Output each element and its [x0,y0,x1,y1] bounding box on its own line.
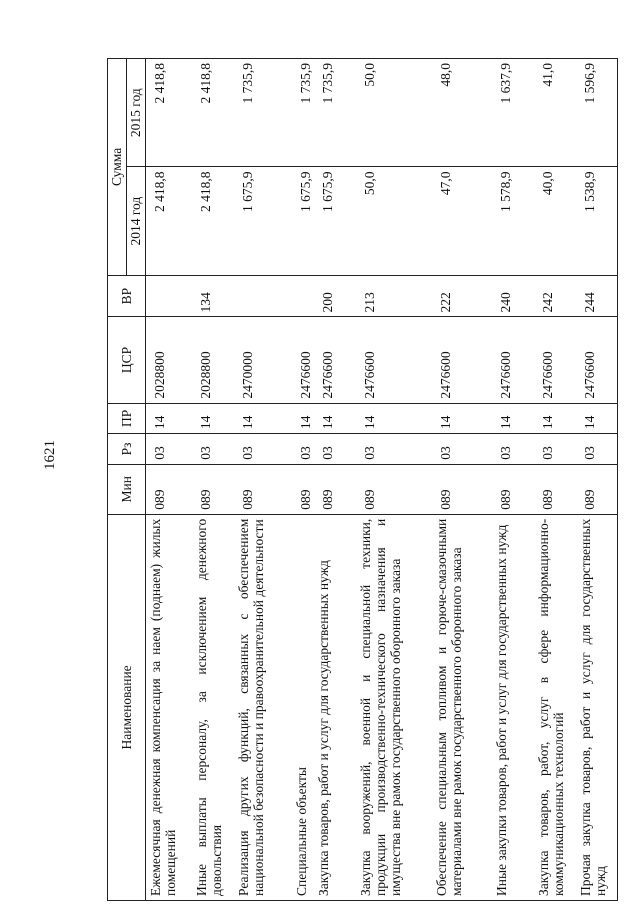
row-2014: 1 675,9 [314,167,356,275]
row-rz: 03 [314,434,356,465]
table-body [146,59,618,901]
row-vr: 200 [314,275,356,317]
row-min: 089 [192,464,234,514]
row-name: Закупка вооружений, военной и специальной техники, продукции производственно-технического назначения и имущества вне рамок государственного оборонного заказа [356,514,432,900]
row-vr [234,275,292,317]
table-header [108,59,146,901]
header-name: Наименование [108,514,146,900]
row-csr: 2028800 [146,317,192,403]
row-csr: 2476600 [534,317,576,403]
row-csr: 2028800 [192,317,234,403]
table-row [314,59,356,901]
row-2015: 1 735,9 [234,59,292,167]
row-rz: 03 [356,434,432,465]
row-vr: 242 [534,275,576,317]
row-pr: 14 [432,403,492,434]
row-pr: 14 [356,403,432,434]
row-name: Ежемесячная денежная компенсация за наем (поднаем) жилых помещений [146,514,192,900]
row-vr: 240 [492,275,534,317]
row-vr: 244 [576,275,618,317]
table-row [534,59,576,901]
table-row [146,59,192,901]
row-name: Прочая закупка товаров, работ и услуг для государственных нужд [576,514,618,900]
row-min: 089 [356,464,432,514]
row-2014: 1 538,9 [576,167,618,275]
row-name: Реализация других функций, связанных с обеспечением национальной безопасности и правоохранительной деятельности [234,514,292,900]
row-csr: 2476600 [432,317,492,403]
header-2014: 2014 год [127,167,146,275]
row-csr: 2476600 [492,317,534,403]
row-2014: 2 418,8 [146,167,192,275]
page-number-text: 1621 [42,440,58,470]
row-pr: 14 [534,403,576,434]
row-rz: 03 [292,434,314,465]
row-2014: 1 675,9 [234,167,292,275]
row-2015: 1 735,9 [292,59,314,167]
header-pr: ПР [108,403,146,434]
row-csr: 2476600 [292,317,314,403]
header-rz: Рз [108,434,146,465]
row-rz: 03 [534,434,576,465]
row-min: 089 [576,464,618,514]
row-rz: 03 [576,434,618,465]
row-vr [292,275,314,317]
row-rz: 03 [146,434,192,465]
header-2015: 2015 год [127,59,146,167]
row-vr: 222 [432,275,492,317]
row-pr: 14 [292,403,314,434]
row-2015: 2 418,8 [192,59,234,167]
budget-table [107,58,618,901]
row-min: 089 [292,464,314,514]
row-2015: 48,0 [432,59,492,167]
row-name: Закупка товаров, работ и услуг для государственных нужд [314,514,356,900]
row-2014: 1 675,9 [292,167,314,275]
row-name: Иные закупки товаров, работ и услуг для государственных нужд [492,514,534,900]
row-pr: 14 [492,403,534,434]
row-pr: 14 [234,403,292,434]
table-row [576,59,618,901]
row-csr: 2476600 [314,317,356,403]
row-vr [146,275,192,317]
row-pr: 14 [192,403,234,434]
row-vr: 134 [192,275,234,317]
row-pr: 14 [146,403,192,434]
row-min: 089 [432,464,492,514]
row-name: Обеспечение специальным топливом и горюче-смазочными материалами вне рамок государственного оборонного заказа [432,514,492,900]
table-row [492,59,534,901]
row-2014: 40,0 [534,167,576,275]
row-min: 089 [534,464,576,514]
table-row [432,59,492,901]
row-2015: 1 735,9 [314,59,356,167]
row-csr: 2470000 [234,317,292,403]
table-row [356,59,432,901]
row-rz: 03 [492,434,534,465]
row-vr: 213 [356,275,432,317]
row-rz: 03 [234,434,292,465]
header-sum: Сумма [108,59,127,276]
row-min: 089 [234,464,292,514]
row-pr: 14 [314,403,356,434]
row-2015: 41,0 [534,59,576,167]
table-row [234,59,292,901]
page-number [42,440,72,470]
row-name: Специальные объекты [292,514,314,900]
row-2015: 2 418,8 [146,59,192,167]
row-min: 089 [314,464,356,514]
row-pr: 14 [576,403,618,434]
row-2014: 47,0 [432,167,492,275]
row-2015: 1 596,9 [576,59,618,167]
table-row [292,59,314,901]
row-2014: 50,0 [356,167,432,275]
row-min: 089 [492,464,534,514]
row-name: Закупка товаров, работ, услуг в сфере информационно-коммуникационных технологий [534,514,576,900]
row-csr: 2476600 [356,317,432,403]
row-rz: 03 [432,434,492,465]
row-csr: 2476600 [576,317,618,403]
row-2015: 1 637,9 [492,59,534,167]
row-2014: 1 578,9 [492,167,534,275]
row-name: Иные выплаты персоналу, за исключением денежного довольствия [192,514,234,900]
row-2014: 2 418,8 [192,167,234,275]
header-csr: ЦСР [108,317,146,403]
row-rz: 03 [192,434,234,465]
header-vr: ВР [108,275,146,317]
document-page [107,58,608,901]
table-row [192,59,234,901]
header-min: Мин [108,464,146,514]
row-2015: 50,0 [356,59,432,167]
row-min: 089 [146,464,192,514]
